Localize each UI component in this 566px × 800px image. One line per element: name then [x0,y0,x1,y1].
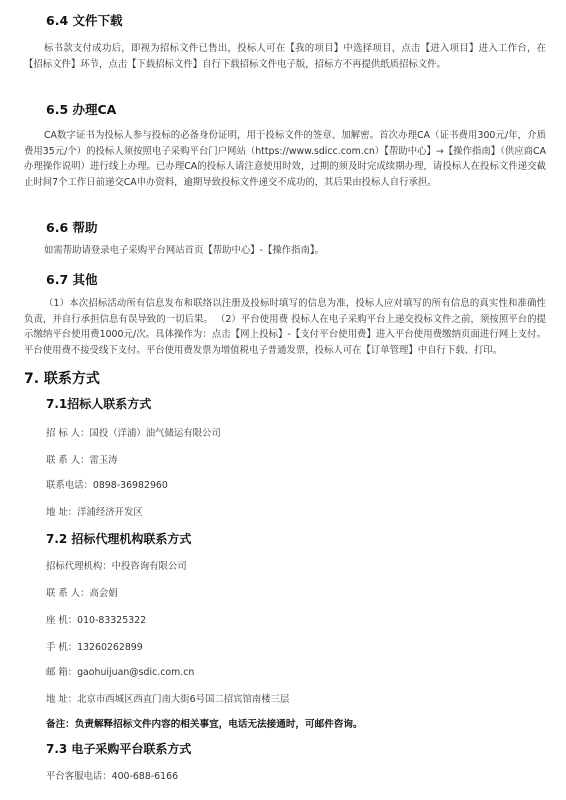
agency-email: 邮 箱：gaohuijuan@sdic.com.cn [46,667,195,678]
section-6-6-title: 6.6 帮助 [46,220,98,235]
agency-name: 招标代理机构：中投咨询有限公司 [46,561,187,572]
tenderer-phone: 联系电话：0898-36982960 [46,480,168,491]
section-7-1-title: 7.1招标人联系方式 [46,397,152,411]
agency-address: 地 址：北京市西城区西直门南大街6号国二招宾馆南楼三层 [46,694,290,705]
section-6-4-body: 标书款支付成功后，即视为招标文件已售出，投标人可在【我的项目】中选择项目，点击【进入项目】进入工作台，在【招标文件】环节，点击【下载招标文件】自行下载招标文件电子版，招标方不再提供纸质招标文件。 [24,43,546,70]
section-7-3-title: 7.3 电子采购平台联系方式 [46,742,192,756]
tenderer-contact: 联 系 人：雷玉涛 [46,455,118,466]
section-6-5-title: 6.5 办理CA [46,102,117,117]
section-6-4-title: 6.4 文件下载 [46,13,123,28]
platform-phone: 平台客服电话：400-688-6166 [46,771,179,782]
section-6-7-title: 6.7 其他 [46,272,98,287]
section-6-6-body: 如需帮助请登录电子采购平台网站首页【帮助中心】-【操作指南】。 [44,245,324,256]
section-6-7-body: （1）本次招标活动所有信息发布和联络以注册及投标时填写的信息为准，投标人应对填写的所有信息的真实性和准确性负责，并自行承担信息有误导致的一切后果。 （2）平台使用费 投标人在电子采购平台上递交投标文件之前，须按照平台的提示缴纳平台使用费1000元/次。具体操作为：点击【网上投标】-【支付平台使用费】进入平台使用费缴纳页面进行网上支付。平台使用费不接受线下支付。平台使用费发票为增值税电子普通发票，投标人可在【订单管理】中自行下载、打印。 [24,298,546,356]
agency-contact: 联 系 人：高会娟 [46,588,118,599]
section-7-title: 7. 联系方式 [24,371,100,387]
agency-note: 备注：负责解释招标文件内容的相关事宜，电话无法接通时，可邮件咨询。 [46,719,363,730]
tenderer-address: 地 址：洋浦经济开发区 [46,507,143,518]
tenderer-name: 招 标 人：国投（洋浦）油气储运有限公司 [46,428,221,439]
agency-landline: 座 机：010-83325322 [46,615,147,626]
section-7-2-title: 7.2 招标代理机构联系方式 [46,532,192,546]
agency-mobile: 手 机：13260262899 [46,642,143,653]
section-6-5-body: CA数字证书为投标人参与投标的必备身份证明，用于投标文件的签章、加解密。首次办理CA（证书费用300元/年，介质费用35元/个）的投标人须按照电子采购平台门户网站（https://www.sdicc.com.cn）【帮助中心】→【操作指南】（供应商CA办理操作说明）进行线上办理。已办理CA的投标人请注意使用时效，过期的须及时完成续期办理，请投标人在投标文件递交截止时间7个工作日前递交CA申办资料，逾期导致投标文件递交不成功的，其后果由投标人自行承担。 [24,130,546,188]
